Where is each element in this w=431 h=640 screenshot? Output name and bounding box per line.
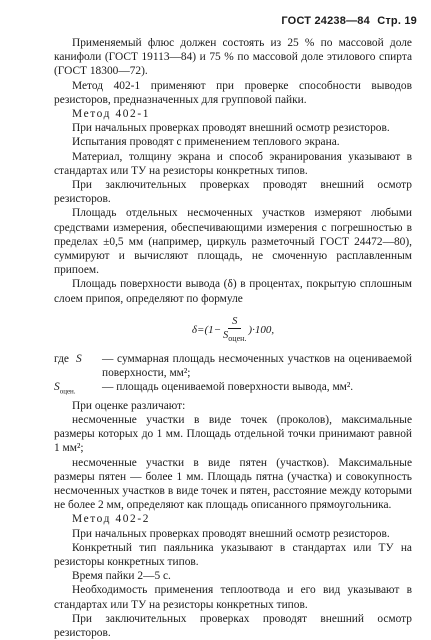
paragraph-evaluation: При оценке различают:	[72, 399, 186, 412]
paragraph-final-check: При заключительных проверках проводят внешний осмотр резисторов.	[54, 179, 412, 206]
definition-term: $S_{оцен.}$	[54, 381, 76, 396]
paragraph-method-402-1-scope: Метод 402-1 применяют при проверке способности выводов резисторов, предназначенных для групповой пайки.	[54, 79, 412, 106]
standard-number: ГОСТ 24238—84	[281, 15, 370, 27]
formula-numerator: S	[228, 315, 241, 329]
page-number: Стр. 19	[377, 15, 417, 27]
formula-denominator: $S_{оцен.}$	[223, 329, 247, 343]
paragraph-initial-check: При начальных проверках проводят внешний осмотр резисторов.	[72, 122, 390, 135]
paragraph-measurement: Площадь отдельных несмоченных участков измеряют любыми средствами измерения, обеспечивающими измерения с погрешностью в пределах ±0,5 мм (например, циркуль разметочный ГОСТ 24472—80), суммируют и вычисляют площадь, не смоченную расплавленным припоем.	[54, 207, 412, 277]
section-heading-method-402-1: Метод 402-1	[72, 108, 151, 121]
paragraph-flux: Применяемый флюс должен состоять из 25 % по массовой доле канифоли (ГОСТ 19113—84) и 75 % по массовой доле этилового спирта (ГОСТ 18300—72).	[54, 37, 412, 78]
paragraph-spots: несмоченные участки в виде пятен (участков). Максимальные размеры пятен — более 1 мм. Площадь пятна (участка) и совокупность несмоченных участков в виде точек и пятен, расстояние между которыми не более 2 мм, определяют как площадь описанного прямоугольника.	[54, 456, 412, 512]
paragraph-soldering-time: Время пайки 2—5 с.	[72, 570, 171, 583]
paragraph-initial-check-2: При начальных проверках проводят внешний осмотр резисторов.	[72, 527, 390, 540]
paragraph-final-check-2: При заключительных проверках проводят внешний осмотр резисторов.	[54, 612, 412, 639]
paragraph-heat-sink: Необходимость применения теплоотвода и его вид указывают в стандартах или ТУ на резисторы конкретных типов.	[54, 584, 412, 611]
paragraph-iron-type: Конкретный тип паяльника указывают в стандартах или ТУ на резисторы конкретных типов.	[54, 541, 412, 568]
section-heading-method-402-2: Метод 402-2	[72, 513, 151, 526]
document-body	[54, 36, 412, 640]
paragraph-points: несмоченные участки в виде точек (проколов), максимальные размеры которых до 1 мм. Площадь отдельной точки принимают равной 1 мм²;	[54, 413, 412, 455]
formula-rhs: )·100,	[248, 323, 275, 336]
definition-term: S	[76, 352, 82, 365]
page-header	[277, 14, 417, 28]
formula-lhs: δ=(1−	[191, 323, 222, 336]
definition-s	[54, 352, 412, 380]
definition-s-eval	[54, 380, 412, 398]
coverage-formula	[54, 308, 412, 352]
formula-fraction	[223, 315, 246, 345]
where-label: где	[54, 352, 69, 365]
definition-desc: — суммарная площадь несмоченных участков на оцениваемой поверхности, мм²;	[102, 352, 412, 380]
paragraph-formula-intro: Площадь поверхности вывода (δ) в процентах, покрытую сплошным слоем припоя, определяют по формуле	[54, 278, 412, 305]
paragraph-screen-material: Материал, толщину экрана и способ экранирования указывают в стандартах или ТУ на резисторы конкретных типов.	[54, 150, 412, 177]
definition-desc: — площадь оцениваемой поверхности вывода, мм².	[102, 381, 354, 394]
paragraph-heat-screen: Испытания проводят с применением теплового экрана.	[72, 136, 340, 149]
